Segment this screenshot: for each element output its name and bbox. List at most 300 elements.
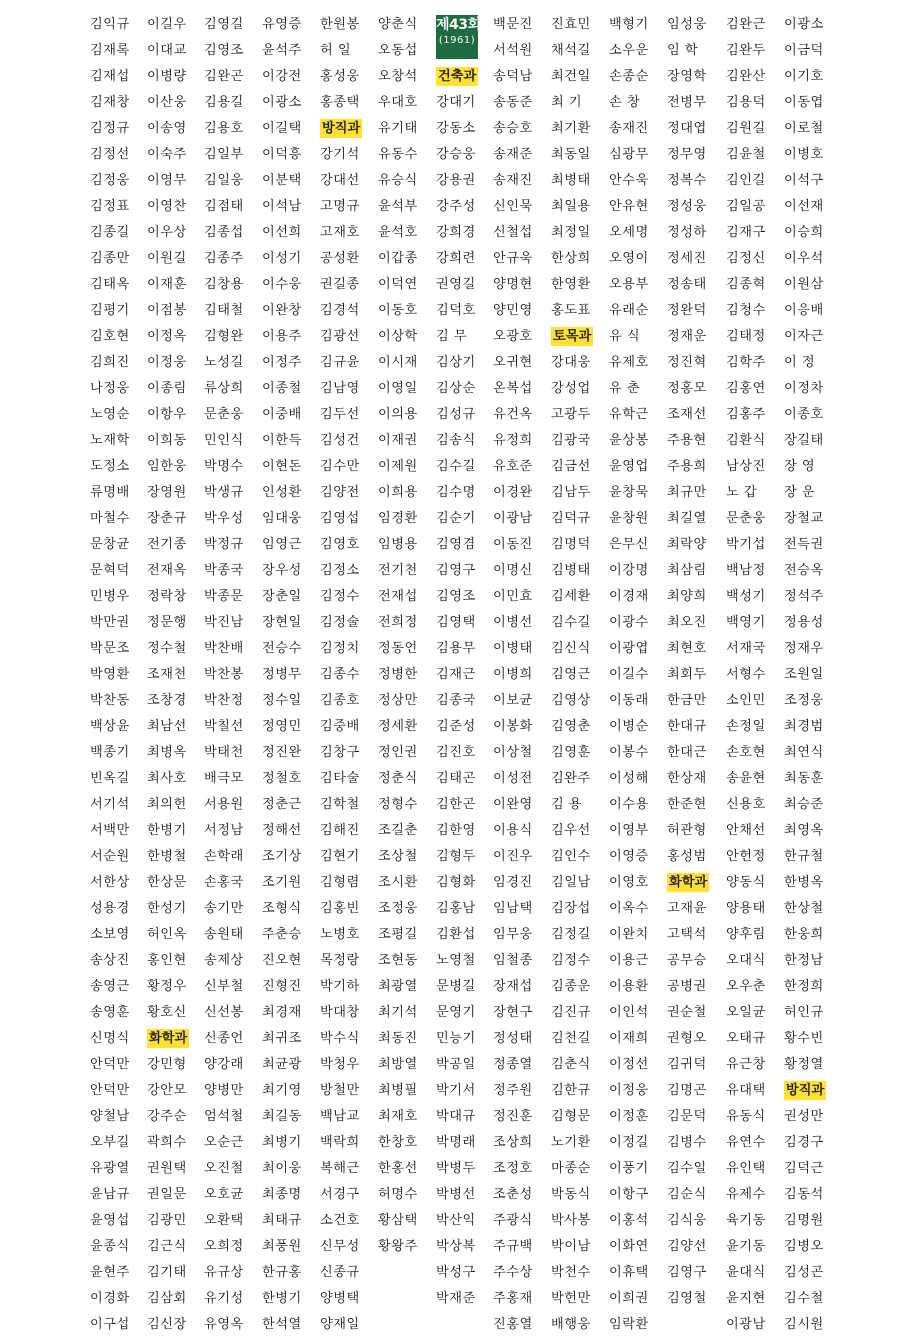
person-name: 최길열 <box>667 511 707 526</box>
person-name: 전기종 <box>147 537 187 552</box>
person-name: 김학철 <box>320 797 360 812</box>
person-name: 오순근 <box>204 1135 244 1150</box>
person-name: 정춘식 <box>378 771 418 786</box>
person-name: 조기상 <box>262 849 302 864</box>
person-name: 한병기 <box>262 1291 302 1306</box>
person-name: 나정웅 <box>90 381 130 396</box>
person-name: 조원일 <box>784 667 824 682</box>
session-header <box>436 12 494 64</box>
person-name: 임대웅 <box>262 511 302 526</box>
person-name: 유동식 <box>726 1109 766 1124</box>
person-name: 임무웅 <box>493 927 533 942</box>
person-name: 김호현 <box>90 329 130 344</box>
person-name: 강대선 <box>320 173 360 188</box>
person-name: 이보균 <box>493 693 533 708</box>
person-name: 정복수 <box>667 173 707 188</box>
person-name: 소건호 <box>320 1213 360 1228</box>
person-name: 이구섭 <box>90 1317 130 1332</box>
department-label <box>147 1026 205 1052</box>
department-label-text: 방직과 <box>786 1083 825 1098</box>
person-name: 권성만 <box>784 1109 824 1124</box>
person-name: 장우성 <box>262 563 302 578</box>
person-name: 김인수 <box>551 849 591 864</box>
person-name: 이정웅 <box>147 355 187 370</box>
person-name: 이항구 <box>609 1187 649 1202</box>
person-name: 임영근 <box>262 537 302 552</box>
person-name: 장현구 <box>493 1005 533 1020</box>
person-name: 서순원 <box>90 849 130 864</box>
person-name: 김한영 <box>436 823 476 838</box>
person-name: 김한곤 <box>436 797 476 812</box>
person-name: 한병옥 <box>784 875 824 890</box>
person-name: 강주성 <box>436 199 476 214</box>
person-name: 이길택 <box>262 121 302 136</box>
person-name: 정주원 <box>493 1083 533 1098</box>
person-name: 이갑종 <box>378 251 418 266</box>
person-name: 윤상봉 <box>609 433 649 448</box>
person-name: 최오진 <box>667 615 707 630</box>
person-name: 이강전 <box>262 69 302 84</box>
name-column-9 <box>551 12 609 1338</box>
person-name: 이정훈 <box>609 1109 649 1124</box>
person-name: 신용호 <box>726 797 766 812</box>
person-name: 이석남 <box>262 199 302 214</box>
person-name: 강대웅 <box>551 355 591 370</box>
person-name: 오창석 <box>378 69 418 84</box>
person-name: 김환식 <box>726 433 766 448</box>
person-name: 유 식 <box>609 329 641 344</box>
person-name: 오환택 <box>204 1213 244 1228</box>
person-name: 이분택 <box>262 173 302 188</box>
person-name: 손홍국 <box>204 875 244 890</box>
person-name: 김일웅 <box>204 173 244 188</box>
person-name: 김영조 <box>436 589 476 604</box>
person-name: 최경범 <box>784 719 824 734</box>
person-name: 신철섭 <box>493 225 533 240</box>
person-name: 노기환 <box>551 1135 591 1150</box>
person-name: 성용경 <box>90 901 130 916</box>
person-name: 박재준 <box>436 1291 476 1306</box>
name-column-8 <box>493 12 551 1338</box>
person-name: 김명원 <box>784 1213 824 1228</box>
person-name: 도정소 <box>90 459 130 474</box>
person-name: 한대규 <box>667 719 707 734</box>
person-name: 박정규 <box>204 537 244 552</box>
person-name: 배행웅 <box>551 1317 591 1332</box>
person-name: 채석길 <box>551 43 591 58</box>
person-name: 김정소 <box>320 563 360 578</box>
person-name: 임 학 <box>667 43 699 58</box>
person-name: 김수일 <box>667 1161 707 1176</box>
person-name: 목정랑 <box>320 953 360 968</box>
person-name: 백남교 <box>320 1109 360 1124</box>
person-name: 박진남 <box>204 615 244 630</box>
person-name: 오호균 <box>204 1187 244 1202</box>
person-name: 임락환 <box>609 1317 649 1332</box>
person-name: 유대택 <box>726 1083 766 1098</box>
person-name: 강승웅 <box>436 147 476 162</box>
person-name: 양철남 <box>90 1109 130 1124</box>
person-name: 이시재 <box>378 355 418 370</box>
person-name: 김광국 <box>551 433 591 448</box>
person-name: 마종순 <box>551 1161 591 1176</box>
person-name: 전득권 <box>784 537 824 552</box>
person-name: 김세환 <box>551 589 591 604</box>
person-name: 송재진 <box>609 121 649 136</box>
person-name: 최연식 <box>784 745 824 760</box>
person-name: 황삼택 <box>378 1213 418 1228</box>
person-name: 송재진 <box>493 173 533 188</box>
person-name: 전병무 <box>667 95 707 110</box>
person-name: 백영기 <box>726 615 766 630</box>
person-name: 이정길 <box>609 1135 649 1150</box>
person-name: 문춘웅 <box>726 511 766 526</box>
person-name: 이완창 <box>262 303 302 318</box>
person-name: 최풍원 <box>262 1239 302 1254</box>
person-name: 김종섭 <box>204 225 244 240</box>
person-name: 김두선 <box>320 407 360 422</box>
person-name: 김형두 <box>436 849 476 864</box>
person-name: 오귀현 <box>493 355 533 370</box>
person-name: 김영춘 <box>551 719 591 734</box>
person-name: 박명수 <box>204 459 244 474</box>
person-name: 양민영 <box>493 303 533 318</box>
person-name: 정수철 <box>147 641 187 656</box>
person-name: 송동준 <box>493 95 533 110</box>
person-name: 이봉수 <box>609 745 649 760</box>
person-name: 김영택 <box>436 615 476 630</box>
person-name: 이경재 <box>609 589 649 604</box>
person-name: 김금선 <box>551 459 591 474</box>
person-name: 최규만 <box>667 485 707 500</box>
person-name: 김현기 <box>320 849 360 864</box>
person-name: 김순식 <box>667 1187 707 1202</box>
name-column-10 <box>609 12 667 1338</box>
person-name: 이중배 <box>262 407 302 422</box>
person-name: 임병용 <box>378 537 418 552</box>
person-name: 주광식 <box>493 1213 533 1228</box>
person-name: 이 정 <box>784 355 816 370</box>
person-name: 최정일 <box>551 225 591 240</box>
person-name: 이산웅 <box>147 95 187 110</box>
person-name: 김형완 <box>204 329 244 344</box>
person-name: 손학래 <box>204 849 244 864</box>
person-name: 유제호 <box>609 355 649 370</box>
person-name: 노재학 <box>90 433 130 448</box>
person-name: 신선봉 <box>204 1005 244 1020</box>
person-name: 이덕연 <box>378 277 418 292</box>
person-name: 최병옥 <box>147 745 187 760</box>
person-name: 허명수 <box>378 1187 418 1202</box>
person-name: 송상진 <box>90 953 130 968</box>
person-name: 이수웅 <box>262 277 302 292</box>
person-name: 정무영 <box>667 147 707 162</box>
person-name: 김문덕 <box>667 1109 707 1124</box>
person-name: 최경재 <box>262 1005 302 1020</box>
person-name: 전기천 <box>378 563 418 578</box>
person-name: 이종철 <box>262 381 302 396</box>
person-name: 박종국 <box>204 563 244 578</box>
person-name: 김영근 <box>551 667 591 682</box>
person-name: 김일남 <box>551 875 591 890</box>
person-name: 김정표 <box>90 199 130 214</box>
person-name: 유영옥 <box>204 1317 244 1332</box>
person-name: 김태정 <box>726 329 766 344</box>
person-name: 이동래 <box>609 693 649 708</box>
person-name: 김완산 <box>726 69 766 84</box>
person-name: 장철교 <box>784 511 824 526</box>
person-name: 이기호 <box>784 69 824 84</box>
person-name: 김형화 <box>436 875 476 890</box>
person-name: 류명배 <box>90 485 130 500</box>
name-column-12 <box>726 12 784 1338</box>
person-name: 이용식 <box>493 823 533 838</box>
person-name: 고명규 <box>320 199 360 214</box>
person-name: 이재훈 <box>147 277 187 292</box>
person-name: 심광무 <box>609 147 649 162</box>
person-name: 박기서 <box>436 1083 476 1098</box>
person-name: 송승호 <box>493 121 533 136</box>
person-name: 김광선 <box>320 329 360 344</box>
person-name: 한창호 <box>378 1135 418 1150</box>
person-name: 오희정 <box>204 1239 244 1254</box>
person-name: 김태곤 <box>436 771 476 786</box>
person-name: 전희정 <box>378 615 418 630</box>
person-name: 이화연 <box>609 1239 649 1254</box>
person-name: 정홍모 <box>667 381 707 396</box>
person-name: 최락양 <box>667 537 707 552</box>
person-name: 신인묵 <box>493 199 533 214</box>
person-name: 최동훈 <box>784 771 824 786</box>
person-name: 한금만 <box>667 693 707 708</box>
person-name: 이영증 <box>609 849 649 864</box>
person-name: 양재일 <box>320 1317 360 1332</box>
person-name: 한준현 <box>667 797 707 812</box>
person-name: 이현돈 <box>262 459 302 474</box>
person-name: 이숙주 <box>147 147 187 162</box>
person-name: 조정웅 <box>784 693 824 708</box>
person-name: 최태규 <box>262 1213 302 1228</box>
person-name: 한병기 <box>147 823 187 838</box>
person-name: 정진완 <box>262 745 302 760</box>
person-name: 방철만 <box>320 1083 360 1098</box>
person-name: 황정우 <box>147 979 187 994</box>
person-name: 오광호 <box>493 329 533 344</box>
person-name: 김정수 <box>320 589 360 604</box>
person-name: 김한규 <box>551 1083 591 1098</box>
person-name: 곽희수 <box>147 1135 187 1150</box>
person-name: 최삼림 <box>667 563 707 578</box>
person-name: 이광소 <box>784 17 824 32</box>
person-name: 유근창 <box>726 1057 766 1072</box>
person-name: 박칠선 <box>204 719 244 734</box>
person-name: 유기성 <box>204 1291 244 1306</box>
person-name: 김중배 <box>320 719 360 734</box>
person-name: 신종규 <box>320 1265 360 1280</box>
person-name: 이수용 <box>609 797 649 812</box>
person-name: 최영옥 <box>784 823 824 838</box>
person-name: 박병두 <box>436 1161 476 1176</box>
person-name: 박청우 <box>320 1057 360 1072</box>
person-name: 조길춘 <box>378 823 418 838</box>
person-name: 이상학 <box>378 329 418 344</box>
person-name: 이영호 <box>609 875 649 890</box>
person-name: 김수길 <box>436 459 476 474</box>
person-name: 김명덕 <box>551 537 591 552</box>
person-name: 유동수 <box>378 147 418 162</box>
person-name: 정인권 <box>378 745 418 760</box>
person-name: 이응배 <box>784 303 824 318</box>
person-name: 이길우 <box>147 17 187 32</box>
person-name: 정세진 <box>667 251 707 266</box>
person-name: 장 운 <box>784 485 816 500</box>
person-name: 이병순 <box>609 719 649 734</box>
person-name: 박이남 <box>551 1239 591 1254</box>
person-name: 김성곤 <box>784 1265 824 1280</box>
person-name: 최균광 <box>262 1057 302 1072</box>
person-name: 박대창 <box>320 1005 360 1020</box>
person-name: 온복섭 <box>493 381 533 396</box>
person-name: 정세환 <box>378 719 418 734</box>
department-label <box>436 64 494 90</box>
person-name: 김영조 <box>204 43 244 58</box>
person-name: 이동엽 <box>784 95 824 110</box>
person-name: 유승식 <box>378 173 418 188</box>
person-name: 진효민 <box>551 17 591 32</box>
person-name: 이영부 <box>609 823 649 838</box>
person-name: 소우운 <box>609 43 649 58</box>
person-name: 김홍주 <box>726 407 766 422</box>
person-name: 한상재 <box>667 771 707 786</box>
person-name: 민인식 <box>204 433 244 448</box>
person-name: 양후림 <box>726 927 766 942</box>
person-name: 김상기 <box>436 355 476 370</box>
person-name: 이강명 <box>609 563 649 578</box>
person-name: 김정규 <box>90 121 130 136</box>
person-name: 안덕만 <box>90 1057 130 1072</box>
person-name: 장춘일 <box>262 589 302 604</box>
person-name: 김재근 <box>436 667 476 682</box>
session-year: (1961) <box>438 35 476 46</box>
person-name: 김타술 <box>320 771 360 786</box>
person-name: 유광열 <box>90 1161 130 1176</box>
person-name: 송영훈 <box>90 1005 130 1020</box>
person-name: 김동석 <box>784 1187 824 1202</box>
person-name: 양병만 <box>204 1083 244 1098</box>
person-name: 이의용 <box>378 407 418 422</box>
person-name: 정진훈 <box>493 1109 533 1124</box>
person-name: 서재국 <box>726 641 766 656</box>
person-name: 정동언 <box>378 641 418 656</box>
person-name: 강성업 <box>551 381 591 396</box>
person-name: 정재우 <box>784 641 824 656</box>
person-name: 김근식 <box>147 1239 187 1254</box>
person-name: 전재섭 <box>378 589 418 604</box>
person-name: 김진호 <box>436 745 476 760</box>
person-name: 안헌정 <box>726 849 766 864</box>
person-name: 송재준 <box>493 147 533 162</box>
person-name: 이광엽 <box>609 641 649 656</box>
person-name: 윤대식 <box>726 1265 766 1280</box>
person-name: 이원삼 <box>784 277 824 292</box>
person-name: 송제상 <box>204 953 244 968</box>
person-name: 김학주 <box>726 355 766 370</box>
person-name: 오영이 <box>609 251 649 266</box>
person-name: 최남선 <box>147 719 187 734</box>
person-name: 정락창 <box>147 589 187 604</box>
person-name: 한성기 <box>147 901 187 916</box>
person-name: 윤남규 <box>90 1187 130 1202</box>
person-name: 박기섭 <box>726 537 766 552</box>
person-name: 최기영 <box>262 1083 302 1098</box>
person-name: 홍성웅 <box>320 69 360 84</box>
person-name: 유제수 <box>726 1187 766 1202</box>
person-name: 이용근 <box>609 953 649 968</box>
person-name: 주규백 <box>493 1239 533 1254</box>
person-name: 김용길 <box>204 95 244 110</box>
person-name: 이광남 <box>726 1317 766 1332</box>
person-name: 허인옥 <box>147 927 187 942</box>
person-name: 김명곤 <box>667 1083 707 1098</box>
person-name: 허인규 <box>784 1005 824 1020</box>
person-name: 박태천 <box>204 745 244 760</box>
person-name: 김양전 <box>320 485 360 500</box>
person-name: 주용희 <box>667 459 707 474</box>
department-label <box>320 116 378 142</box>
person-name: 권영길 <box>436 277 476 292</box>
person-name: 이재희 <box>609 1031 649 1046</box>
session-title: 제43회 <box>436 17 481 33</box>
person-name: 이동진 <box>493 537 533 552</box>
person-name: 이인석 <box>609 1005 649 1020</box>
person-name: 이진우 <box>493 849 533 864</box>
person-name: 김정신 <box>726 251 766 266</box>
person-name: 육기동 <box>726 1213 766 1228</box>
person-name: 박문조 <box>90 641 130 656</box>
person-name: 장영원 <box>147 485 187 500</box>
person-name: 이희권 <box>609 1291 649 1306</box>
name-column-5 <box>320 12 378 1338</box>
person-name: 은무신 <box>609 537 649 552</box>
person-name: 김완근 <box>726 17 766 32</box>
person-name: 김희진 <box>90 355 130 370</box>
person-name: 김해진 <box>320 823 360 838</box>
person-name: 이우석 <box>784 251 824 266</box>
person-name: 안덕만 <box>90 1083 130 1098</box>
person-name: 진형진 <box>262 979 302 994</box>
person-name: 송원태 <box>204 927 244 942</box>
person-name: 박공일 <box>436 1057 476 1072</box>
person-name: 서석원 <box>493 43 533 58</box>
person-name: 서기석 <box>90 797 130 812</box>
person-name: 조형식 <box>262 901 302 916</box>
person-name: 정형수 <box>378 797 418 812</box>
person-name: 김윤철 <box>726 147 766 162</box>
person-name: 이선재 <box>784 199 824 214</box>
person-name: 정재운 <box>667 329 707 344</box>
person-name: 이휴택 <box>609 1265 649 1280</box>
person-name: 김성건 <box>320 433 360 448</box>
person-name: 신무성 <box>320 1239 360 1254</box>
person-name: 윤현주 <box>90 1265 130 1280</box>
person-name: 서백만 <box>90 823 130 838</box>
person-name: 박우성 <box>204 511 244 526</box>
person-name: 전재옥 <box>147 563 187 578</box>
person-name: 최종명 <box>262 1187 302 1202</box>
person-name: 노성길 <box>204 355 244 370</box>
person-name: 김병태 <box>551 563 591 578</box>
person-name: 임철종 <box>493 953 533 968</box>
